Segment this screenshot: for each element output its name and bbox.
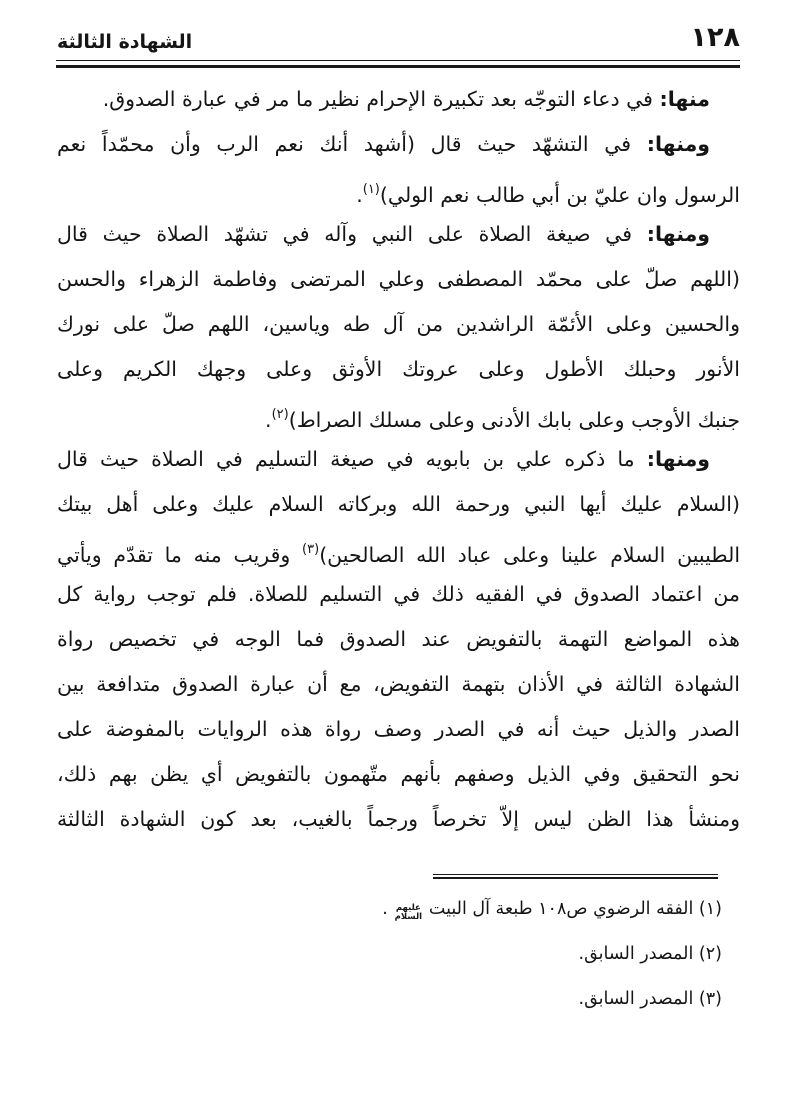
text-run: (اللهم صلّ على محمّد المصطفى وعلي المرتضى وفاطمة الزهراء والحسن <box>57 267 740 291</box>
text-run: (١) الفقه الرضوي ص١٠٨ طبعة آل البيت <box>423 899 722 919</box>
body-line <box>57 662 740 707</box>
text-run: (السلام عليك أيها النبي ورحمة الله وبركاته السلام عليك وعلى أهل بيتك <box>57 492 740 516</box>
text-run: ما ذكره علي بن بابويه في صيغة التسليم في الصلاة حيث قال <box>57 447 647 471</box>
running-title: الشهادة الثالثة <box>57 31 193 53</box>
paragraph-lead: منها: <box>659 87 710 111</box>
paragraph-lead: ومنها: <box>646 132 710 156</box>
honorific-ligature: عليهم السلام <box>394 903 423 922</box>
paragraph <box>57 212 740 437</box>
footnote-separator <box>433 874 718 879</box>
paragraph <box>57 437 740 842</box>
footnote-marker: (١) <box>362 182 380 197</box>
body-line <box>57 482 740 527</box>
body-line <box>57 257 740 302</box>
text-run: . <box>265 408 272 432</box>
text-run: الأنور وحبلك الأطول وعلى عروتك الأوثق وعلى وجهك الكريم وعلى <box>57 357 740 381</box>
body-text <box>57 77 740 842</box>
paragraph-lead: ومنها: <box>646 447 710 471</box>
text-run: الشهادة الثالثة في الأذان بتهمة التفويض، مع أن عبارة الصدوق متدافعة بين <box>57 672 740 696</box>
text-run: ومنشأ هذا الظن ليس إلاّ تخرصاً ورجماً بالغيب، بعد كون الشهادة الثالثة <box>57 807 740 831</box>
text-run: في صيغة الصلاة على النبي وآله في تشهّد الصلاة حيث قال <box>57 222 647 246</box>
paragraph <box>57 77 740 122</box>
body-line <box>57 347 740 392</box>
footnote <box>57 977 722 1022</box>
header-rule <box>56 60 740 68</box>
body-line <box>57 437 740 482</box>
paragraph <box>57 122 740 212</box>
text-run: والحسين وعلى الأئمّة الراشدين من آل طه وياسين، اللهم صلّ على نورك <box>57 312 740 336</box>
text-run: في دعاء التوجّه بعد تكبيرة الإحرام نظير ما مر في عبارة الصدوق. <box>102 87 660 111</box>
text-run: هذه المواضع التهمة بالتفويض عند الصدوق فما الوجه في تخصيص رواة <box>57 627 740 651</box>
body-line <box>57 302 740 347</box>
text-run: . <box>382 899 394 919</box>
footnotes <box>57 887 722 1022</box>
text-run: وقريب منه ما تقدّم ويأتي <box>57 543 303 567</box>
body-line <box>57 572 740 617</box>
text-run: (٢) المصدر السابق. <box>578 944 722 964</box>
footnote-marker: (٢) <box>271 407 289 422</box>
footnote <box>57 932 722 977</box>
paragraph-lead: ومنها: <box>646 222 710 246</box>
text-run: الرسول وان عليّ بن أبي طالب نعم الولي) <box>379 183 740 207</box>
body-line <box>57 122 740 167</box>
page-number: ١٢٨ <box>690 22 740 53</box>
text-run: جنبك الأوجب وعلى بابك الأدنى وعلى مسلك الصراط) <box>288 408 740 432</box>
body-line <box>57 527 740 572</box>
body-line <box>57 212 740 257</box>
body-line <box>57 752 740 797</box>
text-run: نحو التحقيق وفي الذيل وصفهم بأنهم متّهمون بالتفويض أي يظن بهم ذلك، <box>57 762 740 786</box>
body-line <box>57 797 740 842</box>
footnote-marker: (٣) <box>302 542 320 557</box>
page-header <box>0 0 797 57</box>
text-run: الصدر والذيل حيث أنه في الصدر وصف رواة هذه الروايات بالمفوضة على <box>57 717 740 741</box>
text-run: في التشهّد حيث قال (أشهد أنك نعم الرب وأن محمّداً نعم <box>57 132 647 156</box>
footnote <box>57 887 722 932</box>
body-line <box>57 77 740 122</box>
body-line <box>57 617 740 662</box>
text-run: . <box>356 183 363 207</box>
body-line <box>57 707 740 752</box>
text-run: (٣) المصدر السابق. <box>578 989 722 1009</box>
body-line <box>57 167 740 212</box>
body-line <box>57 392 740 437</box>
text-run: الطيبين السلام علينا وعلى عباد الله الصالحين) <box>319 543 741 567</box>
text-run: من اعتماد الصدوق في الفقيه ذلك في التسليم للصلاة. فلم توجب رواية كل <box>57 582 740 606</box>
